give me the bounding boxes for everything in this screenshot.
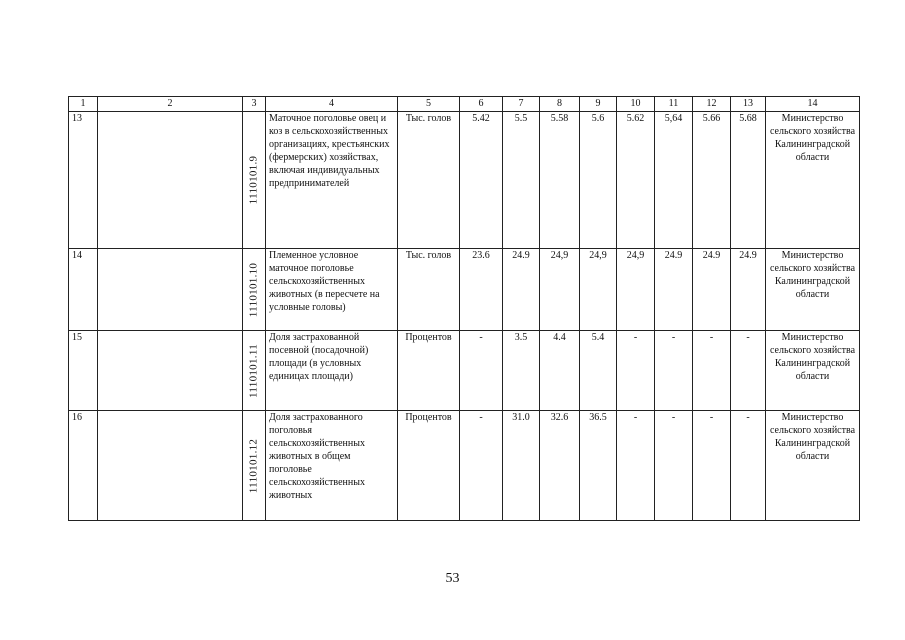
empty-cell	[98, 112, 243, 249]
header-cell: 8	[540, 97, 580, 112]
header-cell: 2	[98, 97, 243, 112]
value-cell: -	[655, 331, 693, 411]
value-cell: 5.4	[580, 331, 617, 411]
value-cell: 36.5	[580, 411, 617, 521]
responsible-org-cell: Министерство сельского хозяйства Калининградской области	[766, 249, 860, 331]
value-cell: 5.58	[540, 112, 580, 249]
header-cell: 10	[617, 97, 655, 112]
indicator-code: 1110101.10	[247, 262, 260, 317]
value-cell: 23.6	[460, 249, 503, 331]
table-row	[69, 112, 860, 249]
indicator-code: 1110101.11	[247, 343, 260, 398]
empty-cell	[98, 331, 243, 411]
value-cell: 3.5	[503, 331, 540, 411]
header-cell: 6	[460, 97, 503, 112]
empty-cell	[98, 411, 243, 521]
header-cell: 5	[398, 97, 460, 112]
value-cell: 31.0	[503, 411, 540, 521]
code-cell	[243, 411, 266, 521]
header-cell: 1	[69, 97, 98, 112]
value-cell: -	[617, 411, 655, 521]
indicator-code: 1110101.12	[247, 438, 260, 493]
indicator-name-cell: Племенное условное маточное поголовье сельскохозяйственных животных (в пересчете на условные головы)	[266, 249, 398, 331]
value-cell: -	[731, 411, 766, 521]
value-cell: 24,9	[617, 249, 655, 331]
responsible-org-cell: Министерство сельского хозяйства Калининградской области	[766, 411, 860, 521]
value-cell: 5.42	[460, 112, 503, 249]
responsible-org-cell: Министерство сельского хозяйства Калининградской области	[766, 112, 860, 249]
row-number-cell: 15	[69, 331, 98, 411]
value-cell: -	[655, 411, 693, 521]
value-cell: 32.6	[540, 411, 580, 521]
empty-cell	[98, 249, 243, 331]
table-row	[69, 411, 860, 521]
value-cell: 5.5	[503, 112, 540, 249]
unit-cell: Тыс. голов	[398, 249, 460, 331]
value-cell: 24.9	[503, 249, 540, 331]
header-cell: 13	[731, 97, 766, 112]
value-cell: 5,64	[655, 112, 693, 249]
header-cell: 9	[580, 97, 617, 112]
indicator-code: 1110101.9	[247, 155, 260, 205]
value-cell: 5.68	[731, 112, 766, 249]
header-cell: 3	[243, 97, 266, 112]
row-number-cell: 16	[69, 411, 98, 521]
value-cell: 4.4	[540, 331, 580, 411]
value-cell: -	[617, 331, 655, 411]
unit-cell: Процентов	[398, 331, 460, 411]
page-number: 53	[445, 571, 460, 586]
code-cell	[243, 331, 266, 411]
value-cell: -	[731, 331, 766, 411]
value-cell: 5.66	[693, 112, 731, 249]
header-cell: 7	[503, 97, 540, 112]
value-cell: -	[460, 331, 503, 411]
value-cell: 24,9	[580, 249, 617, 331]
header-row	[69, 97, 860, 112]
indicator-name-cell: Доля застрахованного поголовья сельскохозяйственных животных в общем поголовье сельскохозяйственных животных	[266, 411, 398, 521]
indicators-table	[68, 96, 860, 521]
row-number-cell: 13	[69, 112, 98, 249]
table-row	[69, 249, 860, 331]
header-cell: 12	[693, 97, 731, 112]
code-cell	[243, 249, 266, 331]
row-number-cell: 14	[69, 249, 98, 331]
value-cell: 24,9	[540, 249, 580, 331]
value-cell: 24.9	[693, 249, 731, 331]
header-cell: 4	[266, 97, 398, 112]
unit-cell: Тыс. голов	[398, 112, 460, 249]
header-cell: 14	[766, 97, 860, 112]
value-cell: 24.9	[731, 249, 766, 331]
code-cell	[243, 112, 266, 249]
value-cell: -	[693, 411, 731, 521]
unit-cell: Процентов	[398, 411, 460, 521]
value-cell: 5.6	[580, 112, 617, 249]
indicator-name-cell: Доля застрахованной посевной (посадочной) площади (в условных единицах площади)	[266, 331, 398, 411]
value-cell: 24.9	[655, 249, 693, 331]
indicator-name-cell: Маточное поголовье овец и коз в сельскохозяйственных организациях, крестьянских (фермерских) хозяйствах, включая индивидуальных предпринимателей	[266, 112, 398, 249]
table-row	[69, 331, 860, 411]
value-cell: -	[460, 411, 503, 521]
value-cell: -	[693, 331, 731, 411]
header-cell: 11	[655, 97, 693, 112]
responsible-org-cell: Министерство сельского хозяйства Калининградской области	[766, 331, 860, 411]
value-cell: 5.62	[617, 112, 655, 249]
